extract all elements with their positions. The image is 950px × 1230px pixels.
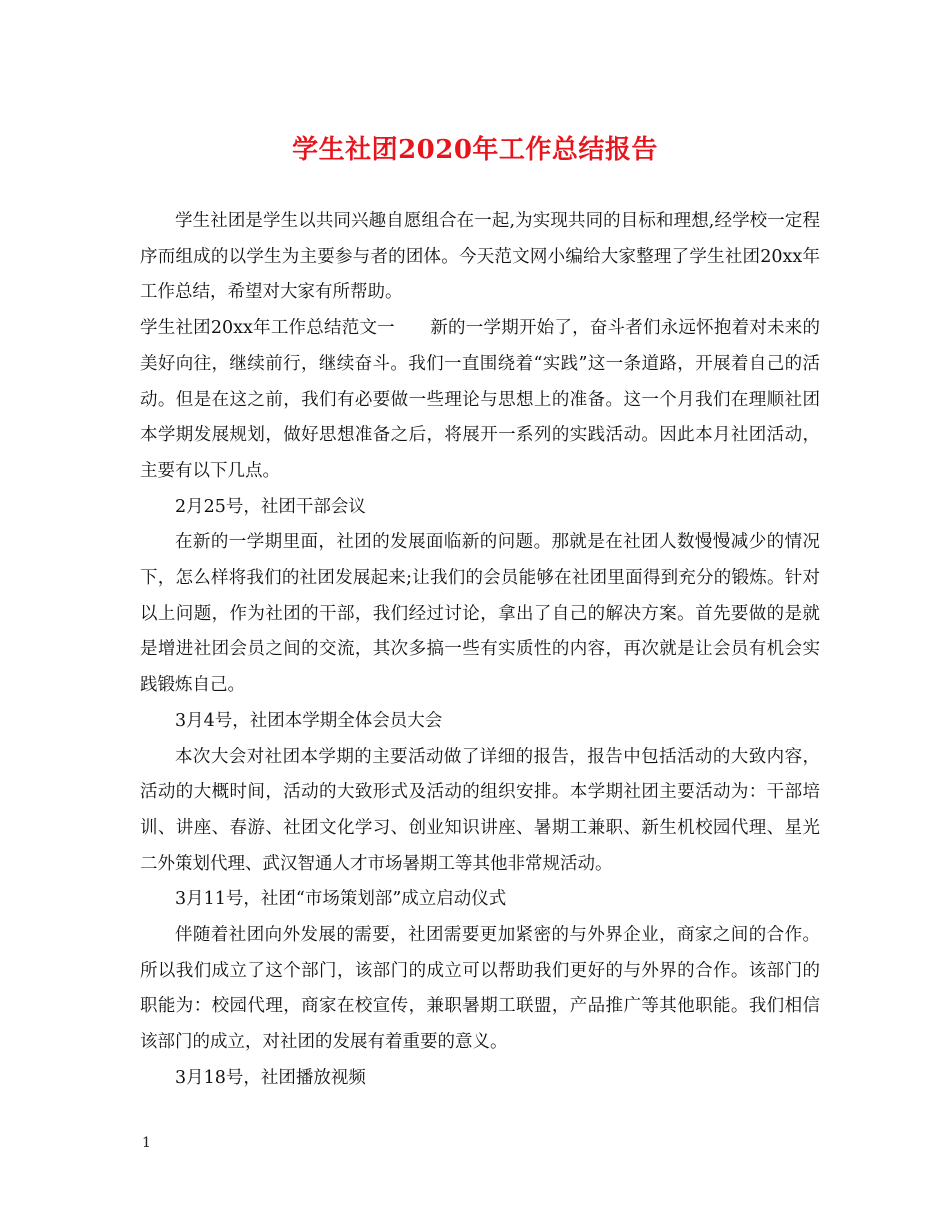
- document-body: [140, 204, 820, 1097]
- intro-paragraph: 学生社团是学生以共同兴趣自愿组合在一起,为实现共同的目标和理想,经学校一定程序而组成的以学生为主要参与者的团体。今天范文网小编给大家整理了学生社团20xx年工作总结，希望对大家有所帮助。: [140, 211, 820, 303]
- event-paragraph: 伴随着社团向外发展的需要，社团需要更加紧密的与外界企业，商家之间的合作。所以我们成立了这个部门，该部门的成立可以帮助我们更好的与外界的合作。该部门的职能为：校园代理，商家在校宣传，兼职暑期工联盟，产品推广等其他职能。我们相信该部门的成立，对社团的发展有着重要的意义。: [140, 925, 820, 1053]
- event-heading: 2月25号，社团干部会议: [175, 496, 366, 517]
- event-paragraph: 在新的一学期里面，社团的发展面临新的问题。那就是在社团人数慢慢减少的情况下，怎么样将我们的社团发展起来;让我们的会员能够在社团里面得到充分的锻炼。针对以上问题，作为社团的干部，我们经过讨论，拿出了自己的解决方案。首先要做的是就是增进社团会员之间的交流，其次多搞一些有实质性的内容，再次就是让会员有机会实践锻炼自己。: [140, 532, 820, 696]
- event-heading: 3月11号，社团“市场策划部”成立启动仪式: [175, 889, 507, 910]
- event-heading: 3月18号，社团播放视频: [175, 1067, 366, 1088]
- section-paragraph: 学生社团20xx年工作总结范文一 新的一学期开始了，奋斗者们永远怀抱着对未来的美好向往，继续前行，继续奋斗。我们一直围绕着“实践”这一条道路，开展着自己的活动。但是在这之前，我们有必要做一些理论与思想上的准备。这一个月我们在理顺社团本学期发展规划，做好思想准备之后，将展开一系列的实践活动。因此本月社团活动，主要有以下几点。: [140, 318, 820, 481]
- event-paragraph: 本次大会对社团本学期的主要活动做了详细的报告，报告中包括活动的大致内容，活动的大概时间，活动的大致形式及活动的组织安排。本学期社团主要活动为：干部培训、讲座、春游、社团文化学习、创业知识讲座、暑期工兼职、新生机校园代理、星光二外策划代理、武汉智通人才市场暑期工等其他非常规活动。: [140, 746, 820, 874]
- page-number: 1: [142, 1135, 151, 1151]
- document-title: 学生社团2020年工作总结报告: [292, 135, 658, 165]
- event-heading: 3月4号，社团本学期全体会员大会: [175, 710, 443, 731]
